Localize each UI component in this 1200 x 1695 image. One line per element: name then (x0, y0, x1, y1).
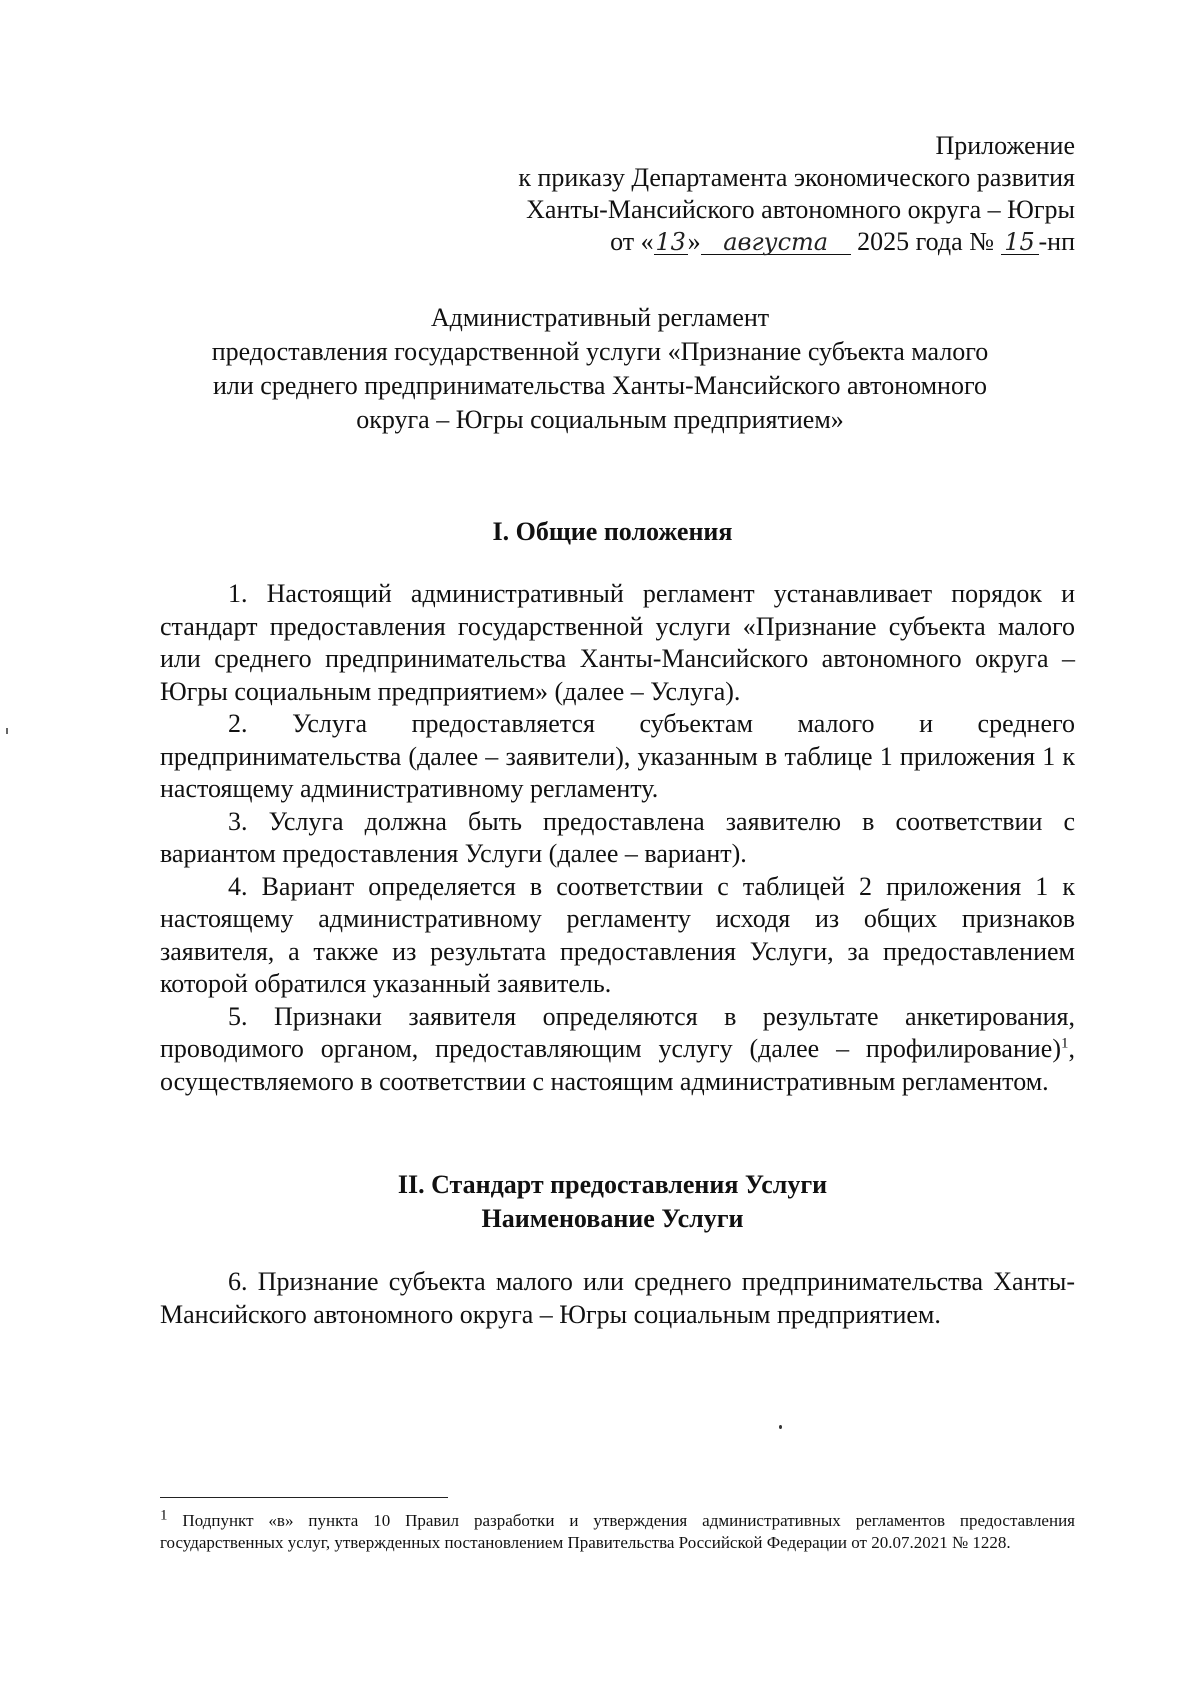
paragraph-6: 6. Признание субъекта малого или среднего предпринимательства Ханты-Мансийского автономного округа – Югры социальным предприятием. (160, 1267, 1075, 1329)
paragraph-5-tail: , осуществляемого в соответствии с настоящим административным регламентом. (160, 1034, 1075, 1096)
scan-edge-mark (6, 728, 8, 734)
section-1-body (160, 578, 1075, 1098)
section-1-heading: I. Общие положения (492, 517, 733, 546)
section-2-subheading: Наименование Услуги (481, 1204, 744, 1233)
document-title (150, 301, 1050, 437)
paragraph-2: 2. Услуга предоставляется субъектам малого и среднего предпринимательства (далее – заявители), указанным в таблице 1 приложения 1 к настоящему административному регламенту. (160, 709, 1075, 803)
footnote (160, 1507, 1075, 1553)
handwritten-month: августа (701, 230, 851, 255)
appendix-date-line (430, 226, 1075, 258)
paragraph-4: 4. Вариант определяется в соответствии с таблицей 2 приложения 1 к настоящему административному регламенту исходя из общих признаков заявителя, а также из результата предоставления Услуги, за предоставлением которой обратился указанный заявитель. (160, 871, 1075, 998)
order-suffix: -нп (1038, 227, 1075, 256)
title-line-2: предоставления государственной услуги «Признание субъекта малого (211, 337, 989, 366)
paragraph-5-text: 5. Признаки заявителя определяются в результате анкетирования, проводимого органом, предоставляющим услугу (далее – профилирование) (160, 1001, 1075, 1063)
date-quote-close: » (687, 227, 701, 256)
date-prefix: от « (610, 227, 654, 256)
handwritten-day: 13 (655, 228, 686, 256)
paragraph-5 (160, 1001, 1075, 1099)
footnote-marker: 1 (160, 1507, 168, 1524)
date-year: 2025 года № (857, 227, 994, 256)
section-2-body (160, 1266, 1075, 1331)
appendix-block (430, 130, 1075, 258)
appendix-order-ref: к приказу Департамента экономического развития (518, 163, 1075, 192)
footnote-separator (160, 1497, 448, 1498)
paragraph-1: 1. Настоящий административный регламент устанавливает порядок и стандарт предоставления государственной услуги «Признание субъекта малого или среднего предпринимательства Ханты-Мансийского автономного округа – Югры социальным предприятием» (далее – Услуга). (160, 579, 1075, 706)
appendix-region: Ханты-Мансийского автономного округа – Югры (526, 195, 1075, 224)
paragraph-3: 3. Услуга должна быть предоставлена заявителю в соответствии с вариантом предоставления Услуги (далее – вариант). (160, 806, 1075, 868)
title-line-1: Административный регламент (430, 303, 770, 332)
title-line-3: или среднего предпринимательства Ханты-Мансийского автономного (212, 371, 987, 400)
appendix-title: Приложение (935, 131, 1075, 160)
handwritten-order-number: 15 (1001, 230, 1039, 255)
footnote-reference: 1 (1061, 1035, 1069, 1052)
footnote-text: Подпункт «в» пункта 10 Правил разработки и утверждения административных регламентов предоставления государственных услуг, утвержденных постановлением Правительства Российской Федерации от 20.07.2021 № 1228. (160, 1511, 1075, 1552)
title-line-4: округа – Югры социальным предприятием» (356, 405, 844, 434)
scan-dot (779, 1425, 782, 1429)
section-2-heading: II. Стандарт предоставления Услуги (397, 1170, 828, 1199)
